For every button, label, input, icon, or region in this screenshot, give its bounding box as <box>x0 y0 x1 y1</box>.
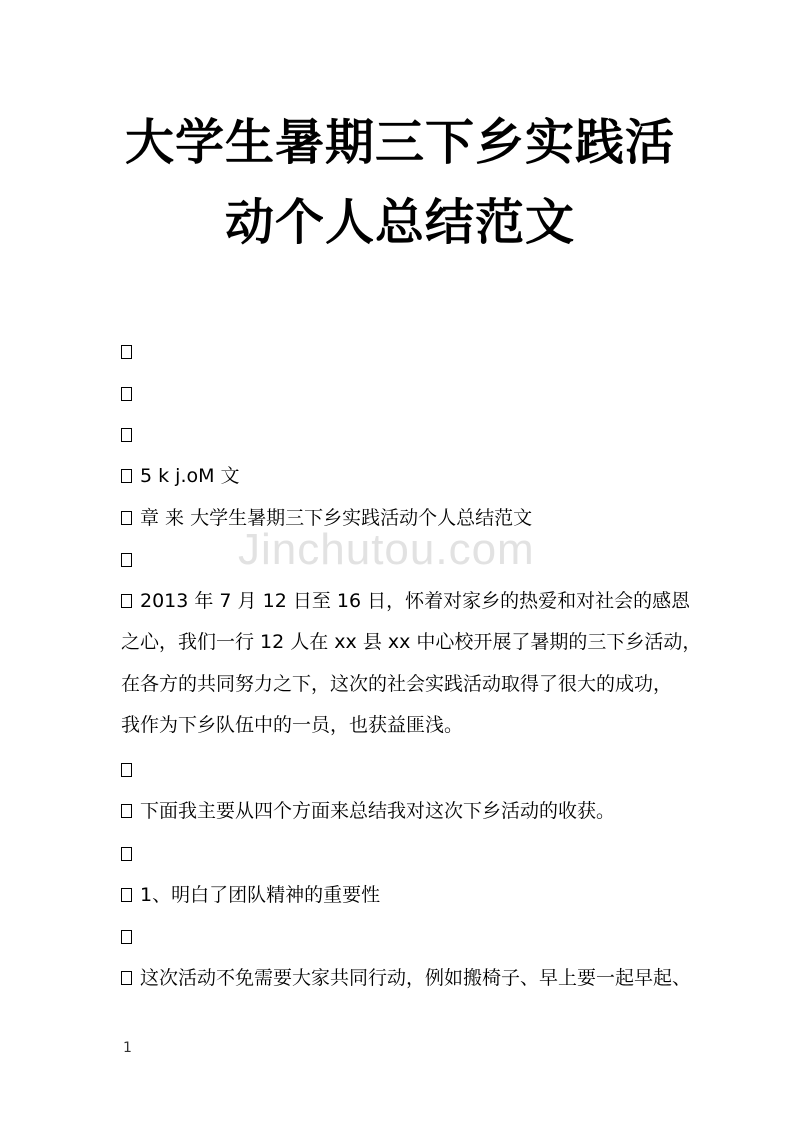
paragraph-line: 1、明白了团队精神的重要性 <box>121 883 380 907</box>
page-number: 1 <box>123 1040 132 1056</box>
paragraph-line: 2013 年 7 月 12 日至 16 日，怀着对家乡的热爱和对社会的感恩 <box>121 589 690 613</box>
missing-glyph-icon <box>121 345 132 359</box>
missing-glyph-icon <box>121 847 132 861</box>
missing-glyph-icon <box>121 971 132 985</box>
missing-glyph-icon <box>121 387 132 401</box>
paragraph-line: 之心，我们一行 12 人在 xx 县 xx 中心校开展了暑期的三下乡活动， <box>121 631 702 653</box>
missing-glyph-icon <box>121 553 132 567</box>
paragraph-line <box>121 340 140 364</box>
paragraph-line: 章 来 大学生暑期三下乡实践活动个人总结范文 <box>121 506 532 530</box>
missing-glyph-icon <box>121 469 132 483</box>
missing-glyph-icon <box>121 804 132 818</box>
missing-glyph-icon <box>121 888 132 902</box>
paragraph-line <box>121 925 140 949</box>
paragraph-line <box>121 548 140 572</box>
paragraph-line <box>121 382 140 406</box>
missing-glyph-icon <box>121 763 132 777</box>
paragraph-line <box>121 423 140 447</box>
paragraph-line <box>121 758 140 782</box>
paragraph-line: 这次活动不免需要大家共同行动，例如搬椅子、早上要一起早起、 <box>121 966 691 990</box>
document-title-line-2: 动个人总结范文 <box>224 194 575 251</box>
paragraph-line: 在各方的共同努力之下，这次的社会实践活动取得了很大的成功， <box>121 673 673 695</box>
document-title-line-1: 大学生暑期三下乡实践活 <box>124 114 675 171</box>
paragraph-line: 5 k j.oM 文 <box>121 464 240 488</box>
missing-glyph-icon <box>121 930 132 944</box>
paragraph-line: 下面我主要从四个方面来总结我对这次下乡活动的收获。 <box>121 799 615 823</box>
paragraph-line: 我作为下乡队伍中的一员，也获益匪浅。 <box>121 714 464 736</box>
paragraph-line <box>121 842 140 866</box>
missing-glyph-icon <box>121 428 132 442</box>
missing-glyph-icon <box>121 511 132 525</box>
missing-glyph-icon <box>121 594 132 608</box>
watermark: Jinchutou.com <box>238 525 535 574</box>
